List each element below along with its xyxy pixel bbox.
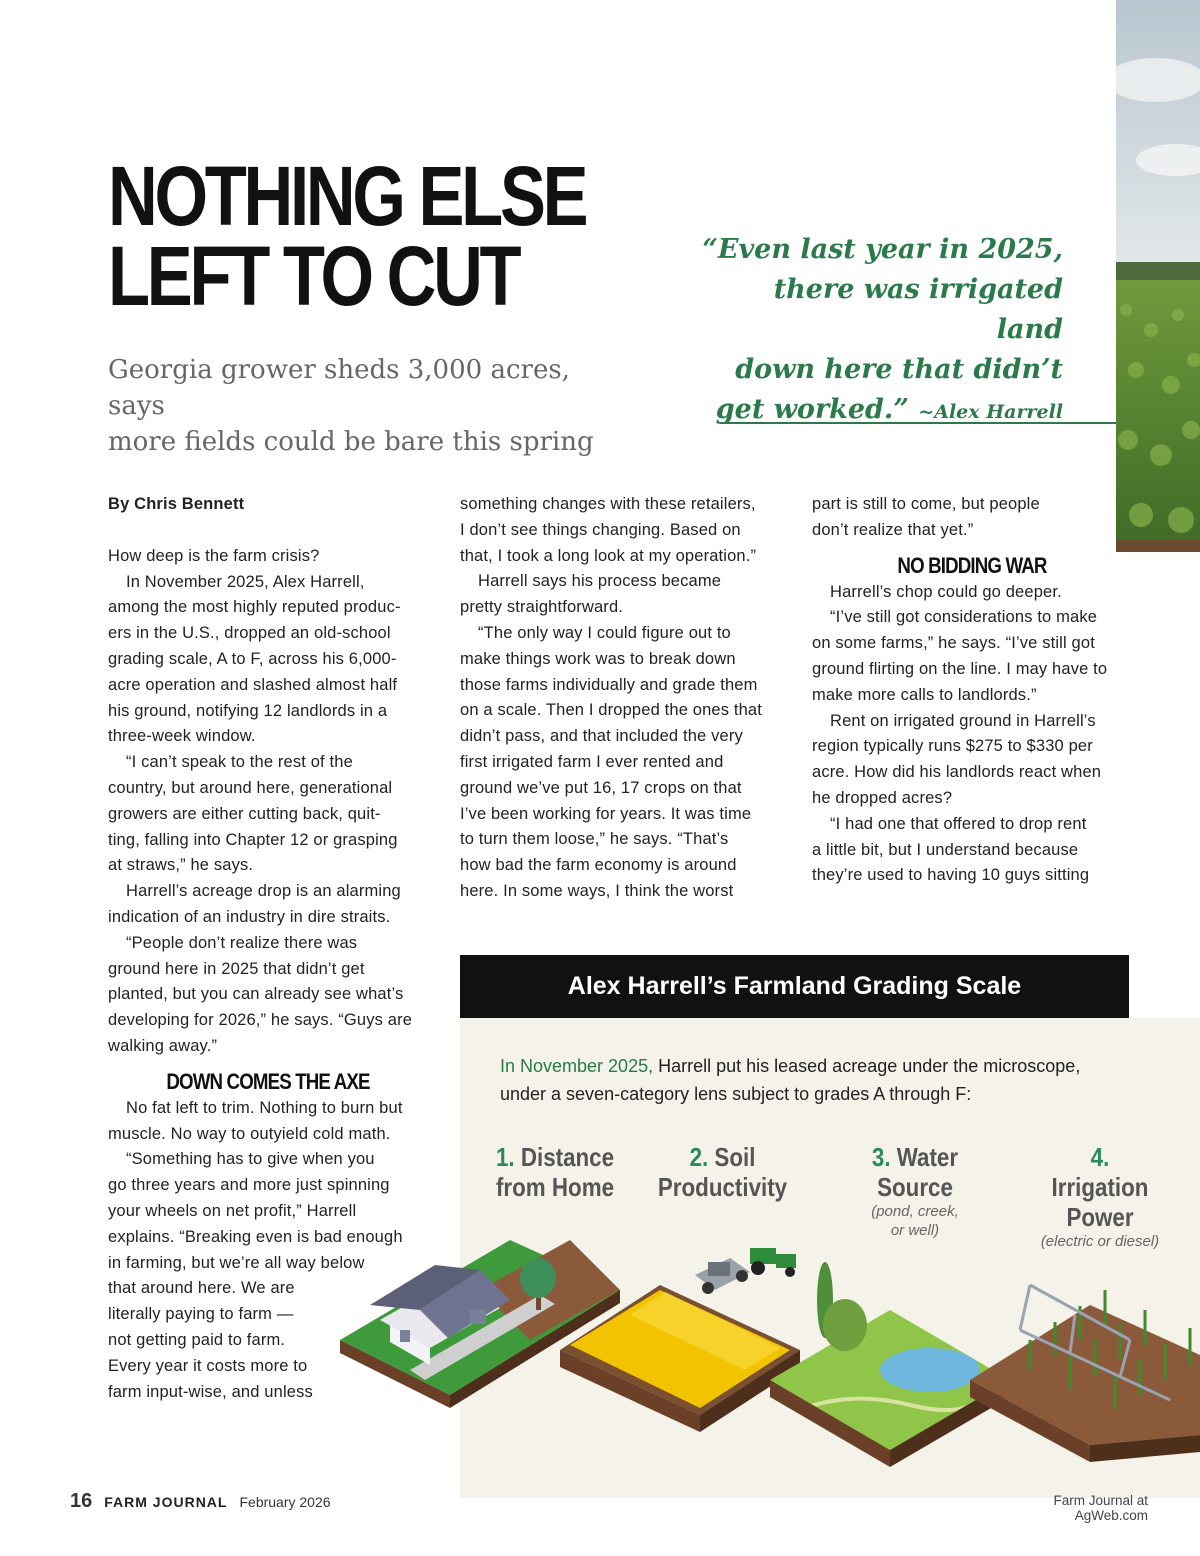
- graphic-title-bar: [460, 955, 1129, 1018]
- farmland-illustration: [330, 1230, 1200, 1500]
- footer-website: Farm Journal at AgWeb.com: [1053, 1493, 1148, 1523]
- headline-line-2: LEFT TO CUT: [108, 229, 519, 323]
- deck-line-2: more fields could be bare this spring: [108, 427, 594, 457]
- headline-line-1: NOTHING ELSE: [108, 149, 586, 243]
- pull-quote: [700, 230, 1063, 432]
- body-line: to turn them loose,” he says. “That’s: [460, 830, 729, 849]
- body-line: muscle. No way to outyield cold math.: [108, 1124, 391, 1143]
- body-line: among the most highly reputed produc-: [108, 598, 401, 617]
- category-number: 3.: [871, 1142, 891, 1172]
- subhead-down-comes-the-axe: DOWN COMES THE AXE: [166, 1068, 370, 1094]
- byline: By Chris Bennett: [108, 495, 245, 513]
- body-line: that around here. We are: [108, 1279, 295, 1298]
- body-line: “I can’t speak to the rest of the: [126, 753, 353, 772]
- graphic-intro-highlight: In November 2025,: [500, 1056, 654, 1076]
- deck-line-1: Georgia grower sheds 3,000 acres, says: [108, 355, 570, 421]
- body-line: on some farms,” he says. “I’ve still got: [812, 634, 1095, 653]
- deck: [108, 352, 628, 460]
- body-line: ground flirting on the line. I may have to: [812, 659, 1108, 678]
- body-line: don’t realize that yet.”: [812, 520, 974, 539]
- body-line: your wheels on net profit,” Harrell: [108, 1201, 357, 1220]
- body-line: I don’t see things changing. Based on: [460, 520, 741, 539]
- body-column-3: [812, 492, 1132, 889]
- body-line: indication of an industry in dire straits.: [108, 907, 391, 926]
- category-number: 2.: [689, 1142, 709, 1172]
- body-line: at straws,” he says.: [108, 856, 254, 875]
- body-line: region typically runs $275 to $330 per: [812, 737, 1093, 756]
- body-column-2: [460, 492, 782, 905]
- body-line: didn’t pass, and that included the very: [460, 727, 743, 746]
- body-line: “I’ve still got considerations to make: [830, 608, 1098, 627]
- body-line: those farms individually and grade them: [460, 675, 758, 694]
- body-line: walking away.”: [108, 1036, 218, 1055]
- pull-quote-line: “Even last year in 2025,: [702, 234, 1063, 265]
- pull-quote-line: get worked.”: [715, 394, 909, 425]
- page-number: 16: [70, 1490, 93, 1512]
- body-line: “I had one that offered to drop rent: [830, 814, 1087, 833]
- body-line: “The only way I could figure out to: [478, 623, 731, 642]
- body-line: how bad the farm economy is around: [460, 856, 737, 875]
- graphic-title: Alex Harrell’s Farmland Grading Scale: [567, 972, 1022, 1000]
- body-line: explains. “Breaking even is bad enough: [108, 1227, 403, 1246]
- pull-quote-attribution: ~Alex Harrell: [918, 401, 1063, 423]
- body-line: in farming, but we’re all way below: [108, 1253, 365, 1272]
- body-line: Every year it costs more to: [108, 1356, 308, 1375]
- body-line: Harrell says his process became: [478, 572, 722, 591]
- body-line: Rent on irrigated ground in Harrell’s: [830, 711, 1096, 730]
- category-label: Power: [1066, 1202, 1134, 1232]
- category-number: 4.: [1090, 1142, 1110, 1172]
- footer-folio: [70, 1490, 331, 1513]
- body-line: his ground, notifying 12 landlords in a: [108, 701, 388, 720]
- body-line: a little bit, but I understand because: [812, 840, 1079, 859]
- graphic-intro-line-1: Harrell put his leased acreage under the microscope,: [653, 1056, 1081, 1076]
- body-line: “People don’t realize there was: [126, 933, 358, 952]
- body-line: make things work was to break down: [460, 649, 736, 668]
- tree-icon: [817, 1262, 867, 1351]
- body-line: on a scale. Then I dropped the ones that: [460, 701, 762, 720]
- combine-harvester-icon: [695, 1258, 750, 1294]
- category-label: Water Source: [877, 1142, 959, 1202]
- pull-quote-line: there was irrigated land: [773, 274, 1063, 345]
- category-label: Productivity: [657, 1172, 788, 1202]
- body-line: In November 2025, Alex Harrell,: [126, 572, 365, 591]
- category-soil-productivity: [640, 1142, 805, 1202]
- body-line: acre. How did his landlords react when: [812, 763, 1102, 782]
- body-line: something changes with these retailers,: [460, 495, 756, 513]
- body-line: ground we’ve put 16, 17 crops on that: [460, 778, 742, 797]
- category-label: Distance: [520, 1142, 615, 1172]
- body-line: acre operation and slashed almost half: [108, 675, 398, 694]
- headline: [108, 149, 586, 323]
- publication-name: FARM JOURNAL: [104, 1494, 228, 1510]
- body-line: ting, falling into Chapter 12 or grasping: [108, 830, 398, 849]
- graphic-intro-line-2: under a seven-category lens subject to grades A through F:: [500, 1084, 972, 1104]
- pull-quote-line: down here that didn’t: [735, 354, 1063, 385]
- body-line: not getting paid to farm.: [108, 1330, 286, 1349]
- body-line: I’ve been working for years. It was time: [460, 804, 752, 823]
- category-sublabel: (electric or diesel): [1040, 1233, 1160, 1250]
- body-line: farm input-wise, and unless: [108, 1382, 313, 1401]
- body-line: planted, but you can already see what’s: [108, 985, 404, 1004]
- category-distance-from-home: [480, 1142, 630, 1202]
- body-line: first irrigated farm I ever rented and: [460, 752, 724, 771]
- body-line: go three years and more just spinning: [108, 1176, 390, 1195]
- pull-quote-rule: [720, 422, 1116, 424]
- body-line: make more calls to landlords.”: [812, 685, 1037, 704]
- subhead-no-bidding-war: NO BIDDING WAR: [897, 552, 1047, 578]
- body-line: growers are either cutting back, quit-: [108, 804, 381, 823]
- issue-date: February 2026: [239, 1494, 331, 1510]
- body-line: Harrell’s acreage drop is an alarming: [126, 882, 401, 901]
- body-line: they’re used to having 10 guys sitting: [812, 866, 1090, 885]
- category-label: Irrigation: [1051, 1172, 1149, 1202]
- category-sublabel: or well): [890, 1222, 940, 1239]
- body-line: ers in the U.S., dropped an old-school: [108, 624, 391, 643]
- body-line: ground here in 2025 that didn’t get: [108, 959, 365, 978]
- tractor-icon: [750, 1248, 796, 1277]
- category-water-source: [820, 1142, 1010, 1240]
- category-sublabel: (pond, creek,: [871, 1203, 959, 1220]
- irrigation-tile: [970, 1305, 1200, 1462]
- body-line: part is still to come, but people: [812, 495, 1040, 513]
- body-line: How deep is the farm crisis?: [108, 546, 320, 565]
- category-number: 1.: [495, 1142, 515, 1172]
- body-line: “Something has to give when you: [126, 1150, 375, 1169]
- field-photo: [1116, 0, 1200, 552]
- category-label: from Home: [495, 1172, 615, 1202]
- body-line: country, but around here, generational: [108, 778, 393, 797]
- category-label: Soil: [714, 1142, 756, 1172]
- body-line: pretty straightforward.: [460, 598, 624, 617]
- body-line: he dropped acres?: [812, 788, 953, 807]
- body-line: Harrell’s chop could go deeper.: [830, 582, 1062, 601]
- body-line: here. In some ways, I think the worst: [460, 881, 734, 900]
- body-line: three-week window.: [108, 727, 256, 746]
- body-line: that, I took a long look at my operation.”: [460, 546, 757, 565]
- body-line: developing for 2026,” he says. “Guys are: [108, 1011, 413, 1030]
- body-line: grading scale, A to F, across his 6,000-: [108, 649, 397, 668]
- body-line: literally paying to farm —: [108, 1305, 294, 1324]
- graphic-intro: [500, 1052, 1120, 1108]
- body-line: No fat left to trim. Nothing to burn but: [126, 1098, 403, 1117]
